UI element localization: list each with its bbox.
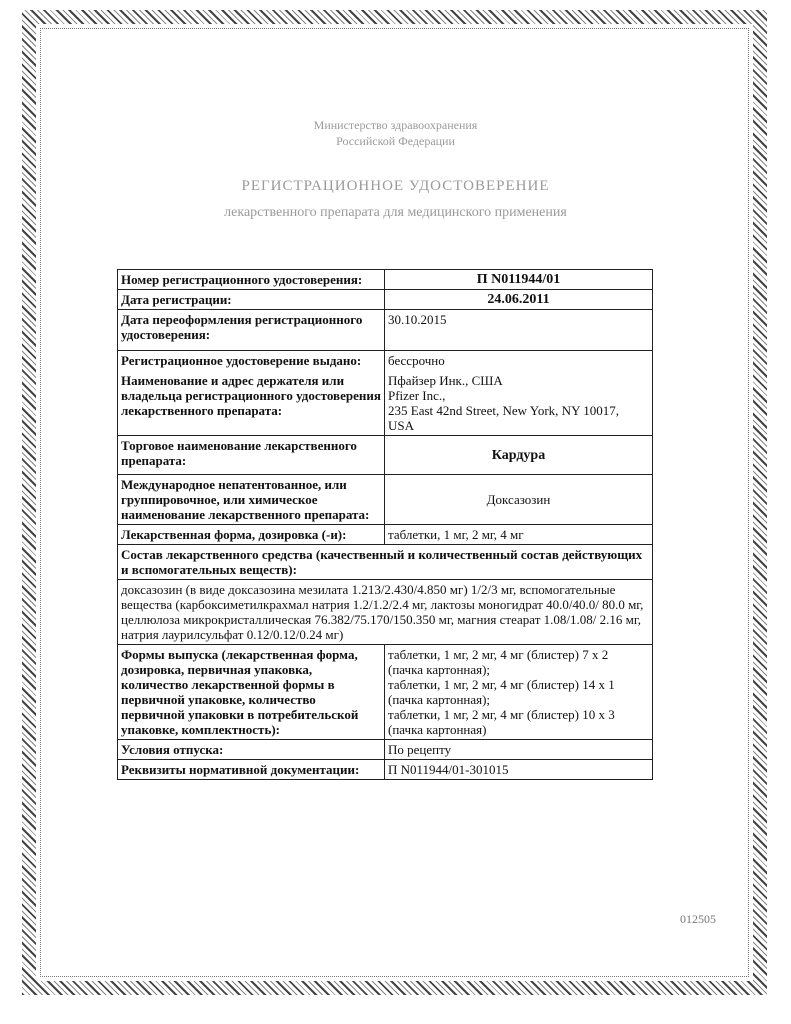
- value: Кардура: [385, 436, 653, 475]
- row-reg-number: [118, 270, 653, 290]
- value: [385, 351, 653, 436]
- value: таблетки, 1 мг, 2 мг, 4 мг: [385, 525, 653, 545]
- label: Дата регистрации:: [118, 290, 385, 310]
- release-line: таблетки, 1 мг, 2 мг, 4 мг (блистер) 10 х 3: [388, 707, 615, 722]
- row-inn: [118, 475, 653, 525]
- label: Номер регистрационного удостоверения:: [118, 270, 385, 290]
- label: Реквизиты нормативной документации:: [118, 760, 385, 780]
- document-title: РЕГИСТРАЦИОННОЕ УДОСТОВЕРЕНИЕ: [241, 178, 550, 194]
- value: П N011944/01: [385, 270, 653, 290]
- row-dispensing: [118, 740, 653, 760]
- row-trade-name: [118, 436, 653, 475]
- row-normative: [118, 760, 653, 780]
- holder-line: USA: [388, 418, 415, 433]
- value: доксазозин (в виде доксазозина мезилата 1.213/2.430/4.850 мг) 1/2/3 мг, вспомогательные вещества (карбоксиметилкрахмал натрия 1.2/1.2/2.4 мг, лактозы моногидрат 40.0/40.0/ 80.0 мг, целлюлоза микрокристаллическая 76.382/75.170/150.350 мг, магния стеарат 1.08/1.08/ 2.16 мг, натрия лаурилсульфат 0.12/0.12/0.24 мг): [118, 580, 653, 645]
- holder-line: 235 East 42nd Street, New York, NY 10017,: [388, 403, 619, 418]
- value: [385, 645, 653, 740]
- row-composition-value: [118, 580, 653, 645]
- holder-line: Пфайзер Инк., США: [388, 373, 503, 388]
- value: Доксазозин: [385, 475, 653, 525]
- release-line: (пачка картонная);: [388, 692, 491, 707]
- serial-number: 012505: [680, 912, 716, 926]
- row-form: [118, 525, 653, 545]
- issued-value: бессрочно: [388, 353, 445, 368]
- label: Формы выпуска (лекарственная форма, дозировка, первичная упаковка, количество лекарственной формы в первичной упаковке, количество первичной упаковки в потребительской упаковке, комплектность):: [118, 645, 385, 740]
- value: 24.06.2011: [385, 290, 653, 310]
- value: По рецепту: [385, 740, 653, 760]
- value: П N011944/01-301015: [385, 760, 653, 780]
- label: Состав лекарственного средства (качественный и количественный состав действующих и вспомогательных веществ):: [118, 545, 653, 580]
- release-line: (пачка картонная): [388, 722, 487, 737]
- label: Дата переоформления регистрационного удостоверения:: [118, 310, 385, 351]
- ministry-line1: Министерство здравоохранения: [313, 118, 478, 132]
- label: Международное непатентованное, или группировочное, или химическое наименование лекарственного препарата:: [118, 475, 385, 525]
- row-composition-label: [118, 545, 653, 580]
- row-reg-date: [118, 290, 653, 310]
- holder-line: Pfizer Inc.,: [388, 388, 446, 403]
- row-issued-holder: [118, 351, 653, 436]
- row-reissue-date: [118, 310, 653, 351]
- row-release-forms: [118, 645, 653, 740]
- ministry-line2: Российской Федерации: [336, 134, 455, 148]
- issued-label: Регистрационное удостоверение выдано:: [121, 353, 362, 368]
- certificate-table: [117, 269, 653, 780]
- label: [118, 351, 385, 436]
- document-subtitle: лекарственного препарата для медицинского применения: [224, 205, 567, 220]
- label: Лекарственная форма, дозировка (-и):: [118, 525, 385, 545]
- label: Условия отпуска:: [118, 740, 385, 760]
- release-line: (пачка картонная);: [388, 662, 491, 677]
- holder-label: Наименование и адрес держателя или владельца регистрационного удостоверения лекарственного препарата:: [121, 373, 381, 418]
- label: Торговое наименование лекарственного препарата:: [118, 436, 385, 475]
- release-line: таблетки, 1 мг, 2 мг, 4 мг (блистер) 7 х 2: [388, 647, 609, 662]
- value: 30.10.2015: [385, 310, 653, 351]
- release-line: таблетки, 1 мг, 2 мг, 4 мг (блистер) 14 х 1: [388, 677, 615, 692]
